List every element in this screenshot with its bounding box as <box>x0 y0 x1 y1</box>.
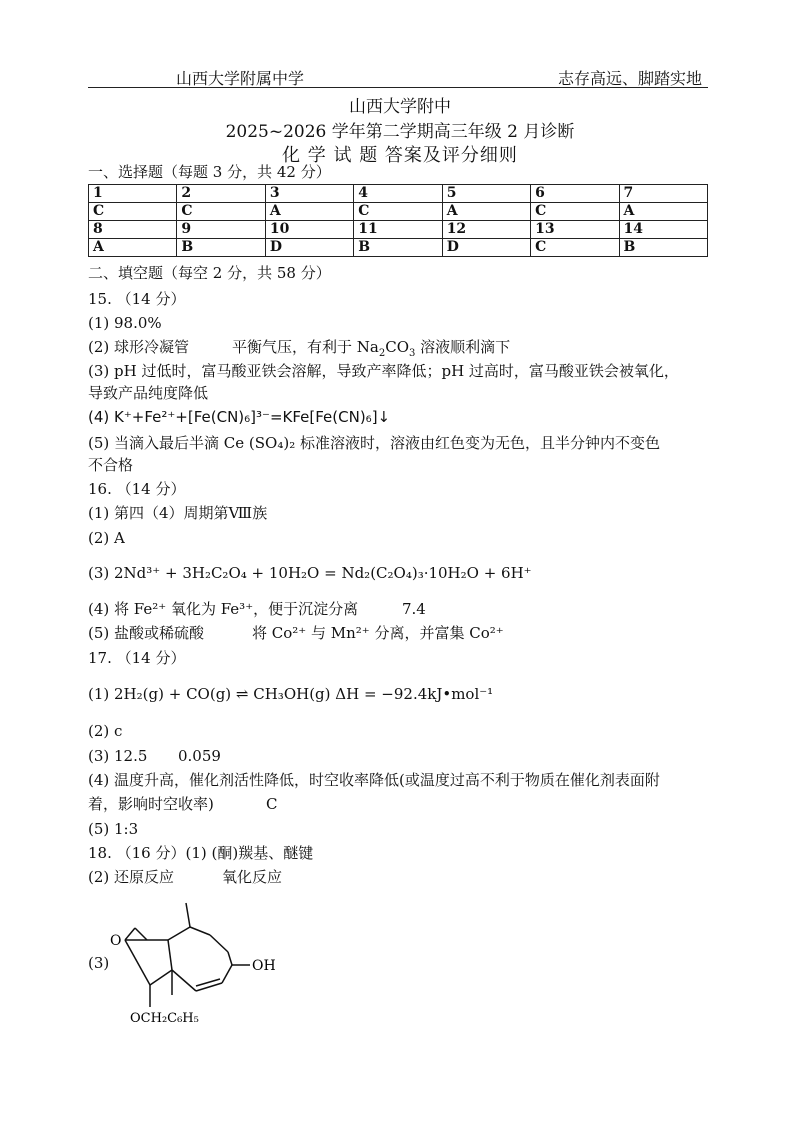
table-cell: A <box>89 239 177 257</box>
q16-answer-4a: (4) 将 Fe²⁺ 氧化为 Fe³⁺，便于沉淀分离 <box>88 600 359 618</box>
doc-title-school: 山西大学附中 <box>349 97 451 117</box>
structural-formula <box>100 895 300 1035</box>
table-cell: C <box>531 239 619 257</box>
table-cell: 7 <box>619 185 707 203</box>
table-cell: D <box>265 239 353 257</box>
q18-answer-2b: 氧化反应 <box>222 868 283 886</box>
q16-answer-4b: 7.4 <box>402 600 426 618</box>
table-cell: 1 <box>89 185 177 203</box>
table-cell: 13 <box>531 221 619 239</box>
table-cell: 5 <box>442 185 530 203</box>
subscript: 2 <box>378 348 386 359</box>
text-run: 平衡气压，有利于 Na <box>232 338 379 356</box>
q15-answer-1: (1) 98.0% <box>88 314 162 332</box>
q16-heading: 16. （14 分） <box>88 480 186 498</box>
q17-answer-4-line2b: C <box>266 795 278 813</box>
epoxide-oxygen-label: O <box>110 933 122 949</box>
q17-answer-4-line2a: 着，影响时空收率) <box>88 795 214 813</box>
text-run: CO <box>385 338 409 356</box>
q18-answer-3-label: (3) <box>88 954 110 972</box>
section1-heading: 一、选择题（每题 3 分，共 42 分） <box>88 163 331 181</box>
q18-answer-2a: (2) 还原反应 <box>88 868 175 886</box>
q16-answer-1: (1) 第四（4）周期第Ⅷ族 <box>88 504 268 522</box>
table-cell: B <box>177 239 265 257</box>
q17-answer-1: (1) 2H₂(g) + CO(g) ⇌ CH₃OH(g) ΔH = −92.4kJ•mol⁻¹ <box>88 685 494 703</box>
q17-answer-5: (5) 1:3 <box>88 820 139 838</box>
hydroxyl-label: OH <box>252 958 276 974</box>
table-cell: C <box>531 203 619 221</box>
table-cell: 11 <box>354 221 442 239</box>
table-cell: 14 <box>619 221 707 239</box>
q17-heading: 17. （14 分） <box>88 649 186 667</box>
header-motto: 志存高远、脚踏实地 <box>558 69 703 88</box>
table-cell: 4 <box>354 185 442 203</box>
table-cell: C <box>177 203 265 221</box>
header-school: 山西大学附属中学 <box>176 69 305 88</box>
q15-answer-5-line2: 不合格 <box>88 456 134 474</box>
q15-answer-3-line2: 导致产品纯度降低 <box>88 384 209 402</box>
table-cell: 9 <box>177 221 265 239</box>
table-cell: D <box>442 239 530 257</box>
table-cell: 3 <box>265 185 353 203</box>
table-cell: 10 <box>265 221 353 239</box>
header-divider <box>88 87 708 88</box>
table-cell: 8 <box>89 221 177 239</box>
q17-answer-3b: 0.059 <box>178 747 221 765</box>
table-cell: 6 <box>531 185 619 203</box>
q18-heading: 18. （16 分）(1) (酮)羰基、醚键 <box>88 844 314 862</box>
table-cell: B <box>619 239 707 257</box>
doc-title-term: 2025~2026 学年第二学期高三年级 2 月诊断 <box>225 122 575 142</box>
q15-answer-3-line1: (3) pH 过低时，富马酸亚铁会溶解，导致产率降低；pH 过高时，富马酸亚铁会被氧化， <box>88 362 679 380</box>
q17-answer-3a: (3) 12.5 <box>88 747 148 765</box>
table-cell: C <box>354 203 442 221</box>
table-cell: 2 <box>177 185 265 203</box>
q15-answer-5-line1: (5) 当滴入最后半滴 Ce (SO₄)₂ 标准溶液时，溶液由红色变为无色，且半分钟内不变色 <box>88 434 660 452</box>
table-cell: A <box>619 203 707 221</box>
table-cell: A <box>265 203 353 221</box>
subscript: 3 <box>409 348 416 359</box>
answer-table <box>88 184 708 257</box>
q15-answer-2a: (2) 球形冷凝管 <box>88 338 190 356</box>
text-run: 溶液顺利滴下 <box>415 338 511 356</box>
q16-answer-2: (2) A <box>88 529 125 547</box>
q16-answer-5b: 将 Co²⁺ 与 Mn²⁺ 分离，并富集 Co²⁺ <box>252 624 504 642</box>
section2-heading: 二、填空题（每空 2 分，共 58 分） <box>88 264 331 282</box>
q17-answer-4-line1: (4) 温度升高，催化剂活性降低，时空收率降低(或温度过高不利于物质在催化剂表面附 <box>88 771 660 789</box>
q16-answer-3: (3) 2Nd³⁺ + 3H₂C₂O₄ + 10H₂O = Nd₂(C₂O₄)₃·10H₂O + 6H⁺ <box>88 564 532 582</box>
doc-title-subject: 化 学 试 题 答案及评分细则 <box>282 145 518 166</box>
table-row <box>89 185 708 203</box>
q17-answer-2: (2) c <box>88 722 123 740</box>
table-cell: C <box>89 203 177 221</box>
q15-answer-4: (4) K⁺+Fe²⁺+[Fe(CN)₆]³⁻=KFe[Fe(CN)₆]↓ <box>88 408 391 426</box>
table-row <box>89 239 708 257</box>
benzyloxy-label: OCH₂C₆H₅ <box>130 1011 199 1026</box>
table-row <box>89 221 708 239</box>
q15-heading: 15. （14 分） <box>88 290 186 308</box>
table-cell: A <box>442 203 530 221</box>
table-row <box>89 203 708 221</box>
table-cell: 12 <box>442 221 530 239</box>
q16-answer-5a: (5) 盐酸或稀硫酸 <box>88 624 205 642</box>
table-cell: B <box>354 239 442 257</box>
